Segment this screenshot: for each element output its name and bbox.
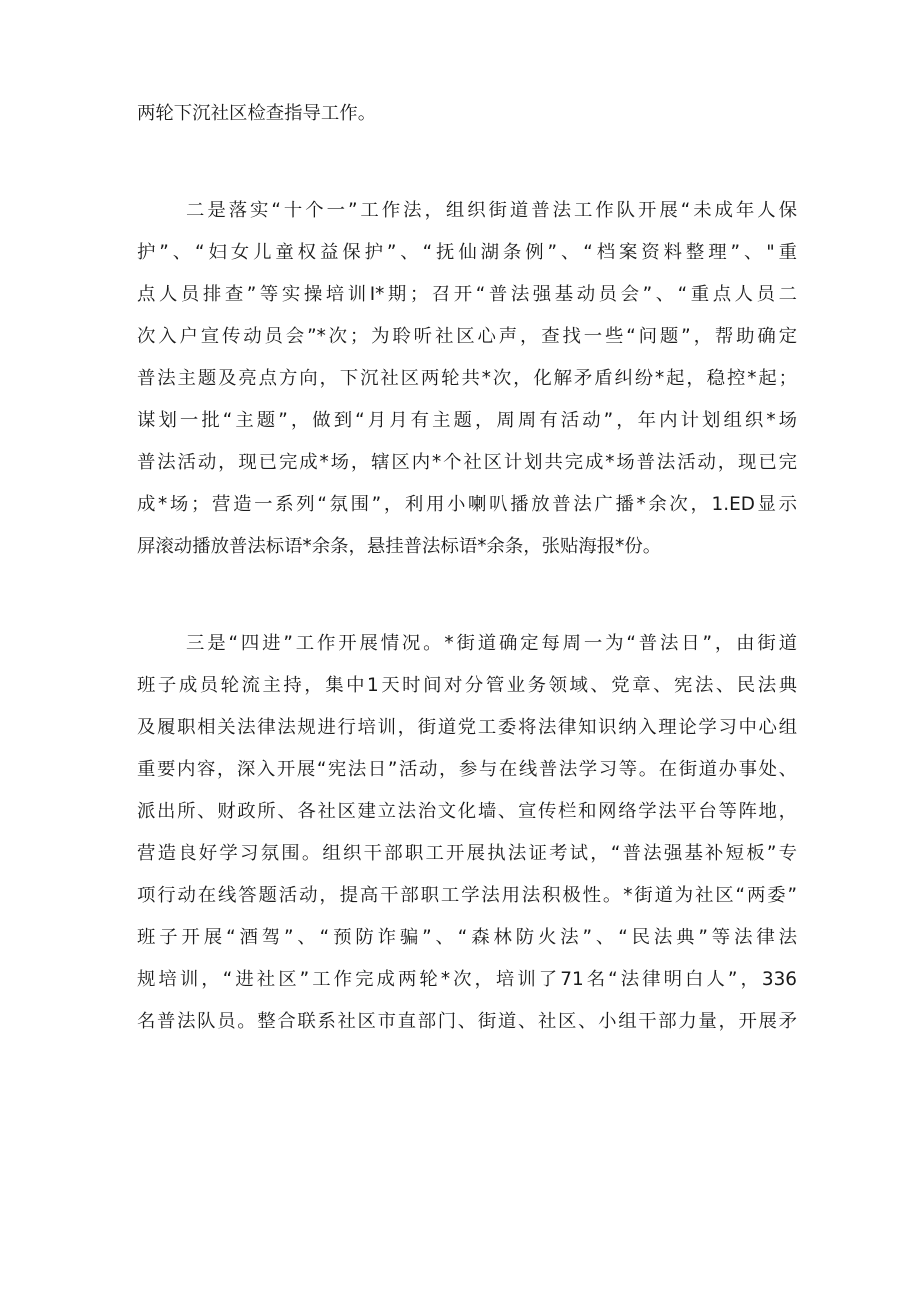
paragraph-line: 派出所、财政所、各社区建立法治文化墙、宣传栏和网络学法平台等阵地，: [137, 801, 797, 822]
paragraph-line: 项行动在线答题活动，提高干部职工学法用法积极性。*街道为社区“两委”: [137, 885, 797, 906]
paragraph-line: 次入户宣传动员会”*次；为聆听社区心声，查找一些“问题”，帮助确定: [137, 326, 797, 347]
paragraph-line: 班子开展“酒驾”、“预防诈骗”、“森林防火法”、“民法典”等法律法: [137, 927, 797, 948]
paragraph-line: 名普法队员。整合联系社区市直部门、街道、社区、小组干部力量，开展矛: [137, 1011, 797, 1032]
paragraph-line: 成*场；营造一系列“氛围”，利用小喇叭播放普法广播*余次，1.ED显示: [137, 494, 797, 515]
paragraph-line: 三是“四进”工作开展情况。*街道确定每周一为“普法日”，由街道: [186, 633, 797, 654]
paragraph-line: 两轮下沉社区检查指导工作。: [137, 103, 377, 124]
paragraph-line: 点人员排查”等实操培训I*期；召开“普法强基动员会”、“重点人员二: [137, 284, 797, 305]
paragraph-line: 及履职相关法律法规进行培训，街道党工委将法律知识纳入理论学习中心组: [137, 717, 797, 738]
paragraph-line: 护”、“妇女儿童权益保护”、“抚仙湖条例”、“档案资料整理”、"重: [137, 242, 797, 263]
paragraph-line: 规培训，“进社区”工作完成两轮*次，培训了71名“法律明白人”，336: [137, 969, 797, 990]
paragraph-line: 普法活动，现已完成*场，辖区内*个社区计划共完成*场普法活动，现已完: [137, 452, 797, 473]
paragraph-line: 二是落实“十个一”工作法，组织街道普法工作队开展“未成年人保: [186, 200, 797, 221]
paragraph-line: 营造良好学习氛围。组织干部职工开展执法证考试，“普法强基补短板”专: [137, 843, 797, 864]
paragraph-line: 谋划一批“主题”，做到“月月有主题，周周有活动”，年内计划组织*场: [137, 410, 797, 431]
paragraph-line: 普法主题及亮点方向，下沉社区两轮共*次，化解矛盾纠纷*起，稳控*起；: [137, 368, 797, 389]
paragraph-line: 班子成员轮流主持，集中1天时间对分管业务领域、党章、宪法、民法典: [137, 675, 797, 696]
paragraph-line: 重要内容，深入开展“宪法日”活动，参与在线普法学习等。在街道办事处、: [137, 759, 797, 780]
paragraph-line: 屏滚动播放普法标语*余条，悬挂普法标语*余条，张贴海报*份。: [137, 536, 662, 557]
